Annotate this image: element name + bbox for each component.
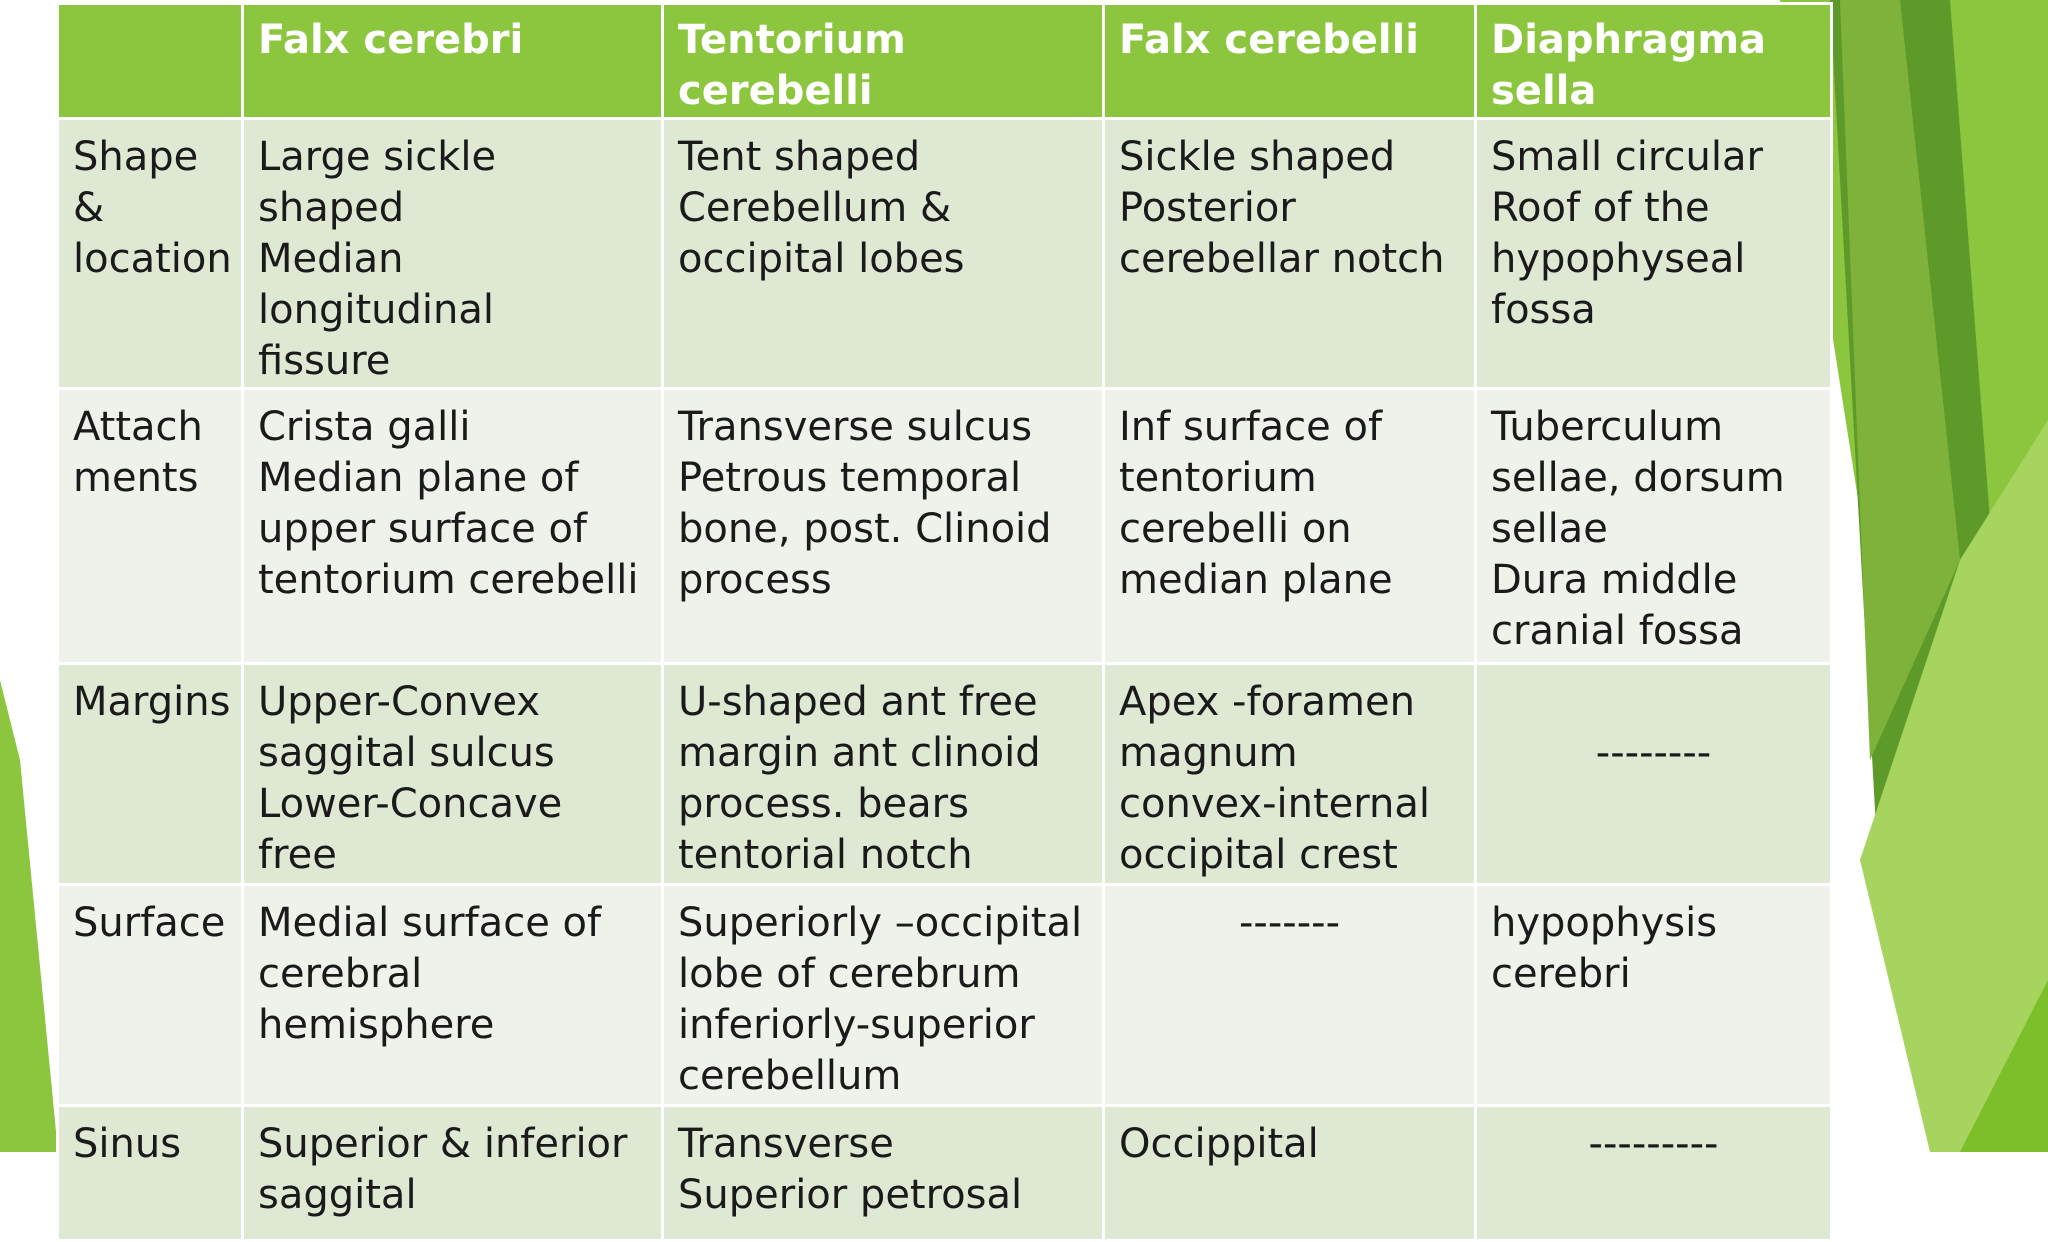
table-row-margins bbox=[58, 664, 1832, 885]
table-cell: hypophysis cerebri bbox=[1476, 885, 1832, 1106]
table-cell: Apex -foramen magnum convex-internal occipital crest bbox=[1104, 664, 1476, 885]
table-cell: Superiorly –occipital lobe of cerebrum inferiorly-superior cerebellum bbox=[663, 885, 1104, 1106]
table-cell: Transverse Superior petrosal bbox=[663, 1106, 1104, 1241]
row-label: Attach ments bbox=[58, 389, 243, 664]
row-label: Shape & location bbox=[58, 119, 243, 389]
table-cell: Crista galli Median plane of upper surface of tentorium cerebelli bbox=[243, 389, 663, 664]
table-cell: Small circular Roof of the hypophyseal fossa bbox=[1476, 119, 1832, 389]
table-cell: Medial surface of cerebral hemisphere bbox=[243, 885, 663, 1106]
table-cell: Large sickle shaped Median longitudinal fissure bbox=[243, 119, 663, 389]
header-falx-cerebri: Falx cerebri bbox=[243, 4, 663, 119]
row-label: Surface bbox=[58, 885, 243, 1106]
header-diaphragma-sella: Diaphragma sella bbox=[1476, 4, 1832, 119]
table-cell: ------- bbox=[1104, 885, 1476, 1106]
table-cell: Sickle shaped Posterior cerebellar notch bbox=[1104, 119, 1476, 389]
table-cell: Occippital bbox=[1104, 1106, 1476, 1241]
table-cell: Upper-Convex saggital sulcus Lower-Concave free bbox=[243, 664, 663, 885]
table-cell: Inf surface of tentorium cerebelli on median plane bbox=[1104, 389, 1476, 664]
table-cell: Tuberculum sellae, dorsum sellae Dura middle cranial fossa bbox=[1476, 389, 1832, 664]
table-cell: --------- bbox=[1476, 1106, 1832, 1241]
table-cell: Tent shaped Cerebellum & occipital lobes bbox=[663, 119, 1104, 389]
header-empty-cell bbox=[58, 4, 243, 119]
row-label: Margins bbox=[58, 664, 243, 885]
table-cell: Superior & inferior saggital bbox=[243, 1106, 663, 1241]
table-row-shape-location bbox=[58, 119, 1832, 389]
header-tentorium-cerebelli: Tentorium cerebelli bbox=[663, 4, 1104, 119]
dura-mater-comparison-table bbox=[56, 2, 1833, 1242]
header-falx-cerebelli: Falx cerebelli bbox=[1104, 4, 1476, 119]
table-row-surface bbox=[58, 885, 1832, 1106]
header-row bbox=[58, 4, 1832, 119]
table-row-sinus bbox=[58, 1106, 1832, 1241]
table-cell: Transverse sulcus Petrous temporal bone, post. Clinoid process bbox=[663, 389, 1104, 664]
table-row-attachments bbox=[58, 389, 1832, 664]
table-cell: -------- bbox=[1476, 664, 1832, 885]
row-label: Sinus bbox=[58, 1106, 243, 1241]
table-cell: U-shaped ant free margin ant clinoid process. bears tentorial notch bbox=[663, 664, 1104, 885]
